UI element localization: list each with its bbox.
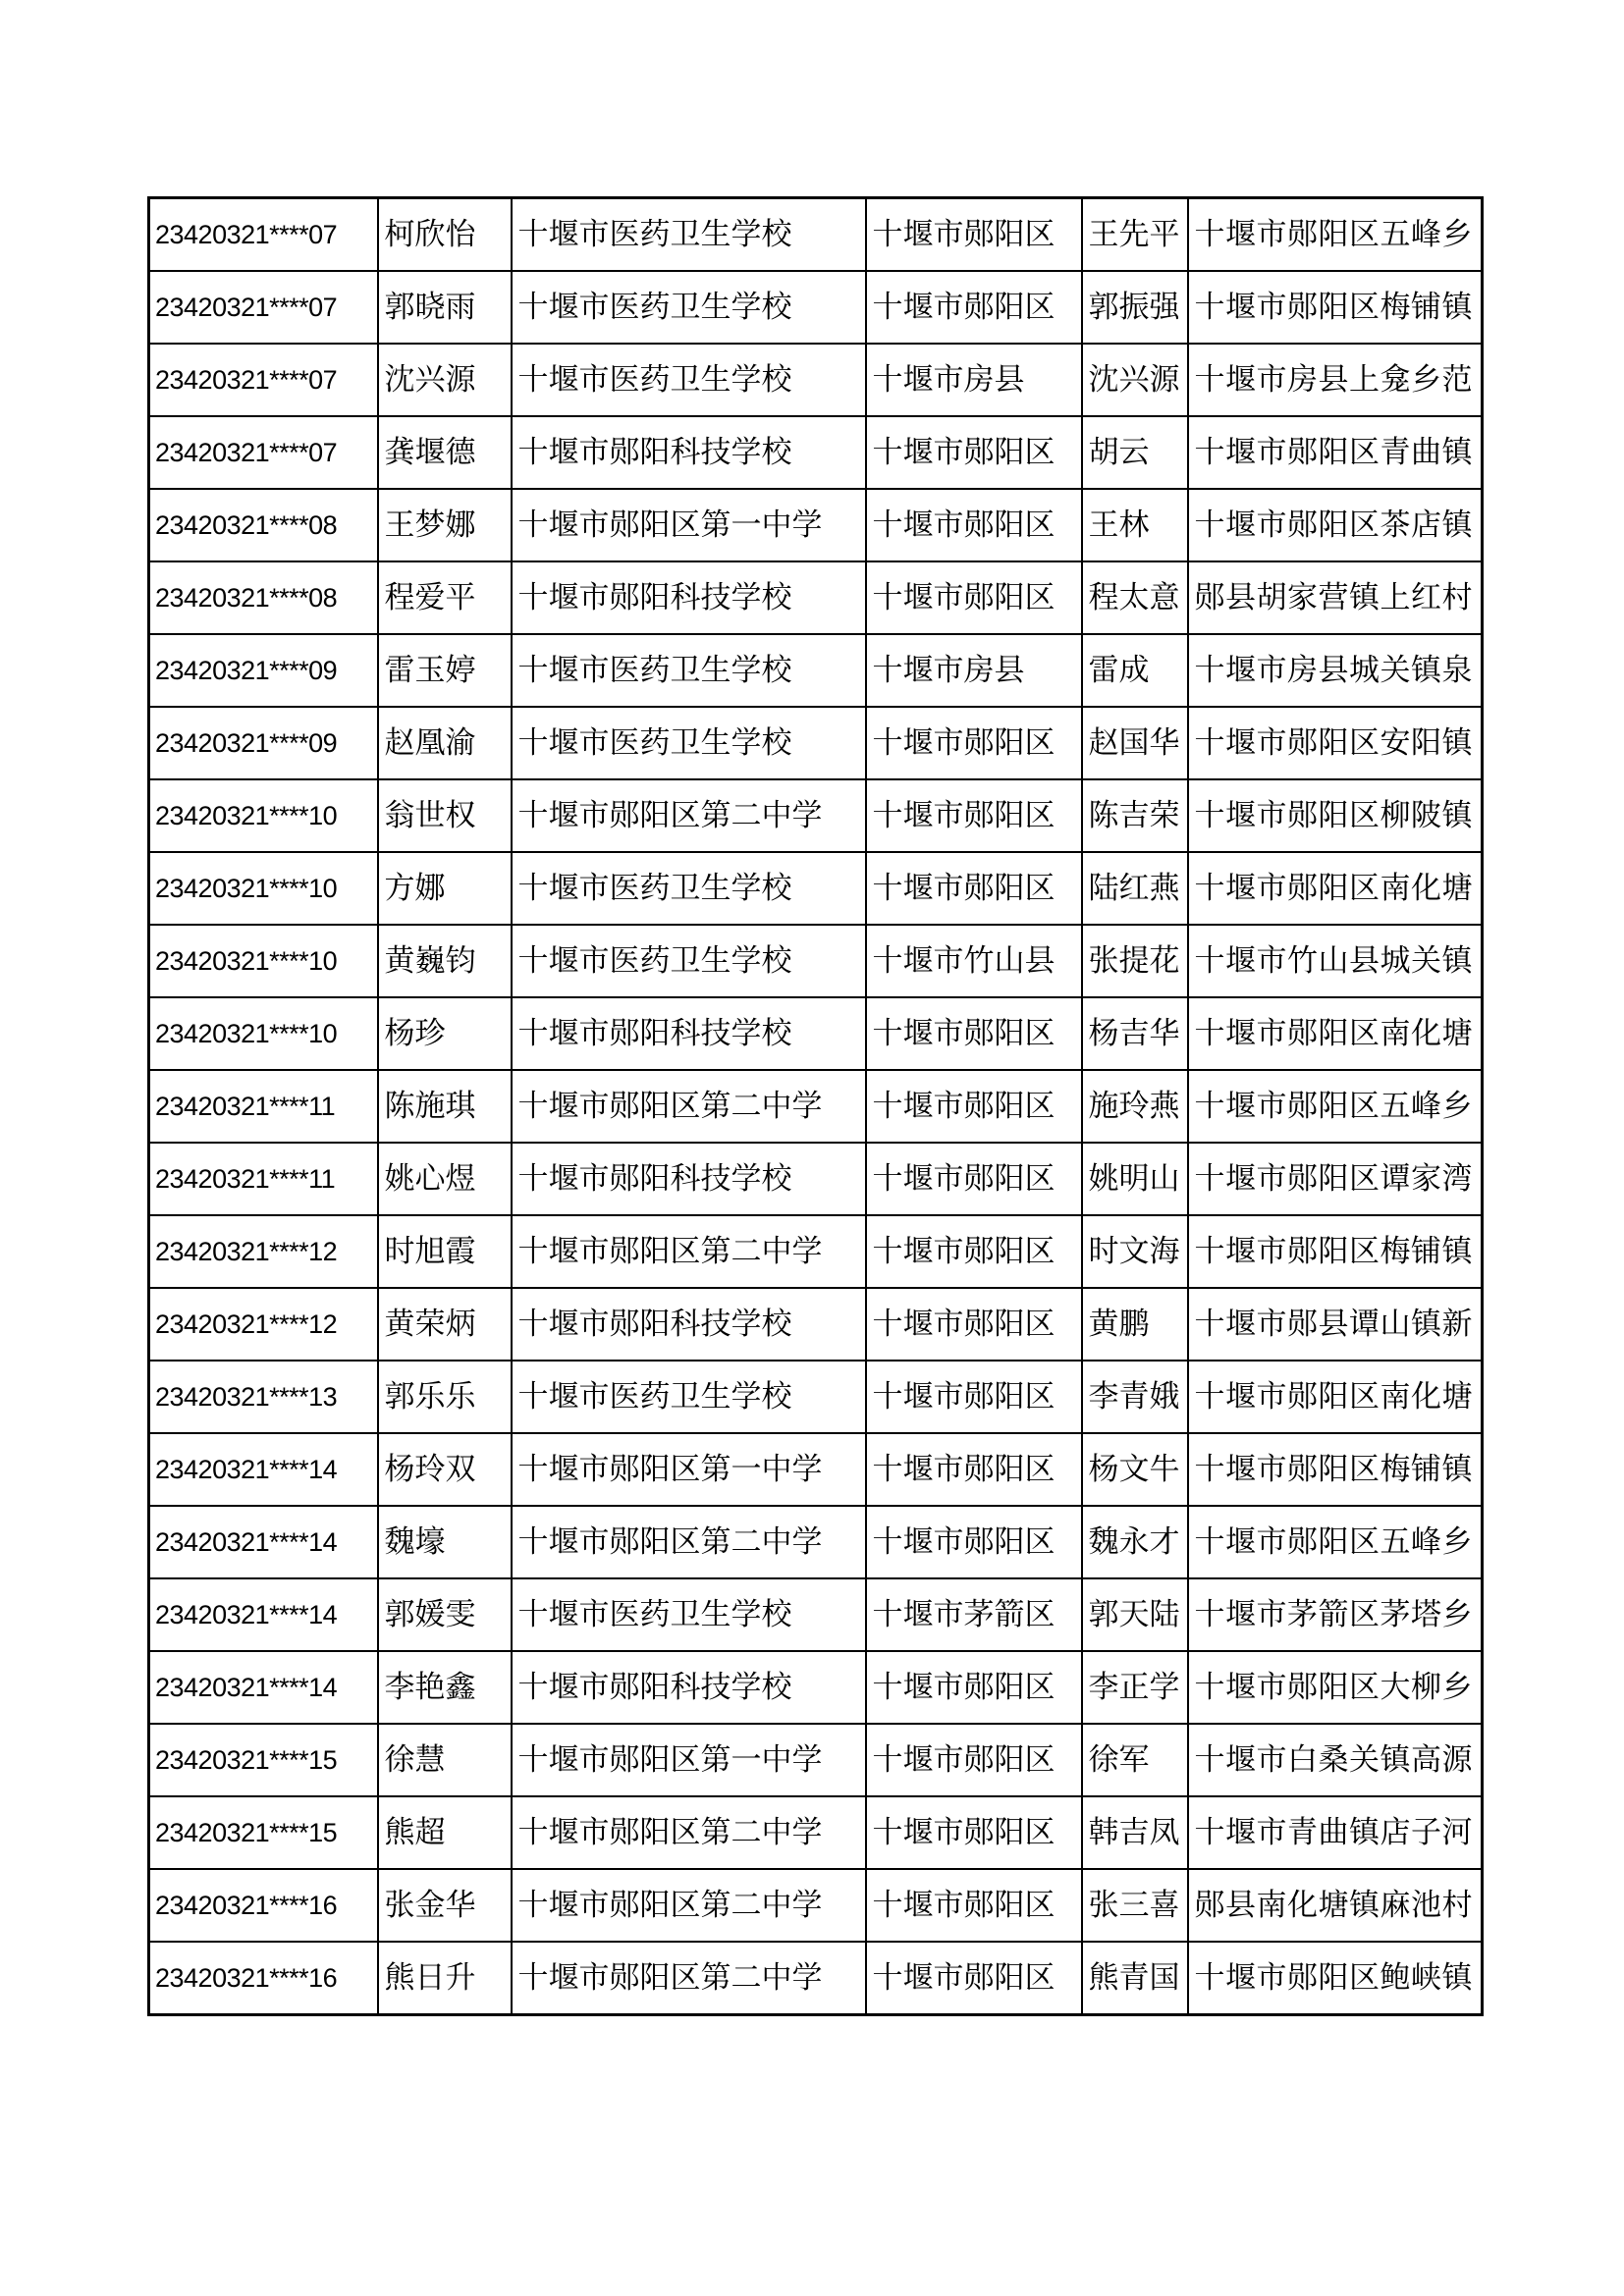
cell-region: 十堰市郧阳区 [866, 1433, 1082, 1506]
cell-student-name: 郭晓雨 [378, 271, 512, 344]
table-row [149, 707, 1483, 779]
cell-id: 23420321****11 [149, 1070, 378, 1143]
table-row [149, 561, 1483, 634]
table-row [149, 1288, 1483, 1361]
cell-school: 十堰市郧阳区第二中学 [512, 1869, 866, 1942]
table-row [149, 997, 1483, 1070]
table-body [149, 198, 1483, 2015]
cell-address: 十堰市茅箭区茅塔乡 [1188, 1578, 1483, 1651]
cell-region: 十堰市郧阳区 [866, 852, 1082, 925]
cell-id: 23420321****07 [149, 416, 378, 489]
table-row [149, 1361, 1483, 1433]
cell-school: 十堰市郧阳科技学校 [512, 997, 866, 1070]
cell-region: 十堰市房县 [866, 344, 1082, 416]
cell-id: 23420321****10 [149, 852, 378, 925]
cell-address: 十堰市郧阳区青曲镇 [1188, 416, 1483, 489]
cell-id: 23420321****14 [149, 1578, 378, 1651]
cell-id: 23420321****15 [149, 1796, 378, 1869]
cell-address: 十堰市郧阳区鲍峡镇 [1188, 1942, 1483, 2015]
cell-student-name: 郭乐乐 [378, 1361, 512, 1433]
table-row [149, 1506, 1483, 1578]
cell-school: 十堰市医药卫生学校 [512, 634, 866, 707]
cell-school: 十堰市郧阳区第二中学 [512, 1796, 866, 1869]
cell-student-name: 柯欣怡 [378, 198, 512, 272]
cell-school: 十堰市郧阳科技学校 [512, 1651, 866, 1724]
cell-guardian-name: 时文海 [1082, 1215, 1188, 1288]
cell-student-name: 时旭霞 [378, 1215, 512, 1288]
cell-guardian-name: 李正学 [1082, 1651, 1188, 1724]
cell-address: 十堰市房县城关镇泉 [1188, 634, 1483, 707]
cell-address: 十堰市郧阳区大柳乡 [1188, 1651, 1483, 1724]
cell-guardian-name: 王先平 [1082, 198, 1188, 272]
cell-guardian-name: 王林 [1082, 489, 1188, 561]
cell-school: 十堰市郧阳区第一中学 [512, 1724, 866, 1796]
cell-region: 十堰市郧阳区 [866, 1288, 1082, 1361]
cell-id: 23420321****10 [149, 997, 378, 1070]
table-row [149, 416, 1483, 489]
table-row [149, 634, 1483, 707]
cell-id: 23420321****08 [149, 489, 378, 561]
table-row [149, 1070, 1483, 1143]
cell-region: 十堰市郧阳区 [866, 1796, 1082, 1869]
cell-id: 23420321****16 [149, 1942, 378, 2015]
cell-school: 十堰市郧阳区第二中学 [512, 779, 866, 852]
cell-address: 十堰市白桑关镇高源 [1188, 1724, 1483, 1796]
cell-guardian-name: 郭振强 [1082, 271, 1188, 344]
cell-student-name: 黄荣炳 [378, 1288, 512, 1361]
cell-school: 十堰市郧阳科技学校 [512, 1143, 866, 1215]
cell-id: 23420321****14 [149, 1506, 378, 1578]
table-row [149, 1796, 1483, 1869]
cell-address: 郧县胡家营镇上红村 [1188, 561, 1483, 634]
cell-guardian-name: 韩吉凤 [1082, 1796, 1188, 1869]
cell-id: 23420321****16 [149, 1869, 378, 1942]
cell-student-name: 翁世权 [378, 779, 512, 852]
table-row [149, 1433, 1483, 1506]
cell-region: 十堰市郧阳区 [866, 1869, 1082, 1942]
cell-address: 十堰市房县上龛乡范 [1188, 344, 1483, 416]
table-row [149, 1651, 1483, 1724]
cell-region: 十堰市郧阳区 [866, 561, 1082, 634]
cell-address: 十堰市郧阳区南化塘 [1188, 997, 1483, 1070]
cell-school: 十堰市医药卫生学校 [512, 198, 866, 272]
table-row [149, 1724, 1483, 1796]
cell-region: 十堰市郧阳区 [866, 997, 1082, 1070]
cell-guardian-name: 张三喜 [1082, 1869, 1188, 1942]
cell-id: 23420321****08 [149, 561, 378, 634]
cell-address: 十堰市竹山县城关镇 [1188, 925, 1483, 997]
table-row [149, 1869, 1483, 1942]
table-row [149, 344, 1483, 416]
cell-student-name: 张金华 [378, 1869, 512, 1942]
record-table [147, 196, 1484, 2016]
cell-id: 23420321****07 [149, 271, 378, 344]
cell-address: 十堰市郧阳区五峰乡 [1188, 1506, 1483, 1578]
cell-region: 十堰市郧阳区 [866, 271, 1082, 344]
table-row [149, 489, 1483, 561]
cell-guardian-name: 沈兴源 [1082, 344, 1188, 416]
cell-student-name: 王梦娜 [378, 489, 512, 561]
cell-student-name: 陈施琪 [378, 1070, 512, 1143]
table-row [149, 1942, 1483, 2015]
cell-region: 十堰市郧阳区 [866, 489, 1082, 561]
cell-school: 十堰市郧阳区第二中学 [512, 1070, 866, 1143]
cell-school: 十堰市医药卫生学校 [512, 271, 866, 344]
cell-guardian-name: 李青娥 [1082, 1361, 1188, 1433]
cell-address: 十堰市郧阳区南化塘 [1188, 1361, 1483, 1433]
cell-region: 十堰市郧阳区 [866, 1942, 1082, 2015]
cell-address: 十堰市郧阳区梅铺镇 [1188, 271, 1483, 344]
cell-school: 十堰市医药卫生学校 [512, 344, 866, 416]
cell-student-name: 程爱平 [378, 561, 512, 634]
cell-school: 十堰市医药卫生学校 [512, 852, 866, 925]
table-row [149, 271, 1483, 344]
cell-region: 十堰市郧阳区 [866, 1724, 1082, 1796]
cell-guardian-name: 姚明山 [1082, 1143, 1188, 1215]
cell-id: 23420321****07 [149, 198, 378, 272]
cell-address: 十堰市郧阳区梅铺镇 [1188, 1433, 1483, 1506]
cell-school: 十堰市郧阳科技学校 [512, 1288, 866, 1361]
cell-school: 十堰市郧阳区第二中学 [512, 1942, 866, 2015]
cell-address: 十堰市青曲镇店子河 [1188, 1796, 1483, 1869]
table-row [149, 925, 1483, 997]
cell-student-name: 徐慧 [378, 1724, 512, 1796]
cell-student-name: 魏壕 [378, 1506, 512, 1578]
cell-region: 十堰市郧阳区 [866, 1215, 1082, 1288]
cell-id: 23420321****10 [149, 779, 378, 852]
cell-guardian-name: 程太意 [1082, 561, 1188, 634]
cell-guardian-name: 熊青国 [1082, 1942, 1188, 2015]
cell-id: 23420321****14 [149, 1433, 378, 1506]
cell-address: 郧县南化塘镇麻池村 [1188, 1869, 1483, 1942]
cell-student-name: 沈兴源 [378, 344, 512, 416]
cell-guardian-name: 郭天陆 [1082, 1578, 1188, 1651]
table-row [149, 779, 1483, 852]
cell-school: 十堰市郧阳科技学校 [512, 416, 866, 489]
cell-school: 十堰市医药卫生学校 [512, 1578, 866, 1651]
cell-region: 十堰市郧阳区 [866, 198, 1082, 272]
cell-student-name: 李艳鑫 [378, 1651, 512, 1724]
cell-id: 23420321****12 [149, 1288, 378, 1361]
cell-region: 十堰市郧阳区 [866, 779, 1082, 852]
cell-student-name: 郭媛雯 [378, 1578, 512, 1651]
cell-school: 十堰市郧阳区第一中学 [512, 489, 866, 561]
cell-school: 十堰市医药卫生学校 [512, 1361, 866, 1433]
cell-student-name: 杨珍 [378, 997, 512, 1070]
cell-region: 十堰市竹山县 [866, 925, 1082, 997]
cell-id: 23420321****07 [149, 344, 378, 416]
table-row [149, 1143, 1483, 1215]
cell-address: 十堰市郧阳区梅铺镇 [1188, 1215, 1483, 1288]
cell-region: 十堰市郧阳区 [866, 1070, 1082, 1143]
cell-id: 23420321****09 [149, 707, 378, 779]
cell-student-name: 熊超 [378, 1796, 512, 1869]
cell-region: 十堰市茅箭区 [866, 1578, 1082, 1651]
cell-guardian-name: 魏永才 [1082, 1506, 1188, 1578]
cell-id: 23420321****15 [149, 1724, 378, 1796]
cell-school: 十堰市医药卫生学校 [512, 925, 866, 997]
cell-school: 十堰市郧阳区第二中学 [512, 1215, 866, 1288]
cell-address: 十堰市郧阳区茶店镇 [1188, 489, 1483, 561]
cell-id: 23420321****14 [149, 1651, 378, 1724]
cell-guardian-name: 杨文牛 [1082, 1433, 1188, 1506]
cell-student-name: 赵凰渝 [378, 707, 512, 779]
cell-id: 23420321****10 [149, 925, 378, 997]
cell-address: 十堰市郧阳区谭家湾 [1188, 1143, 1483, 1215]
cell-guardian-name: 黄鹏 [1082, 1288, 1188, 1361]
cell-guardian-name: 施玲燕 [1082, 1070, 1188, 1143]
cell-student-name: 熊日升 [378, 1942, 512, 2015]
cell-region: 十堰市郧阳区 [866, 707, 1082, 779]
cell-school: 十堰市医药卫生学校 [512, 707, 866, 779]
cell-address: 十堰市郧阳区五峰乡 [1188, 1070, 1483, 1143]
cell-region: 十堰市郧阳区 [866, 1651, 1082, 1724]
cell-id: 23420321****12 [149, 1215, 378, 1288]
cell-id: 23420321****13 [149, 1361, 378, 1433]
table-row [149, 1578, 1483, 1651]
cell-region: 十堰市郧阳区 [866, 1143, 1082, 1215]
cell-region: 十堰市房县 [866, 634, 1082, 707]
table-row [149, 852, 1483, 925]
cell-guardian-name: 杨吉华 [1082, 997, 1188, 1070]
cell-address: 十堰市郧阳区南化塘 [1188, 852, 1483, 925]
cell-guardian-name: 陆红燕 [1082, 852, 1188, 925]
cell-guardian-name: 张提花 [1082, 925, 1188, 997]
table-row [149, 1215, 1483, 1288]
cell-student-name: 杨玲双 [378, 1433, 512, 1506]
cell-guardian-name: 雷成 [1082, 634, 1188, 707]
cell-guardian-name: 赵国华 [1082, 707, 1188, 779]
cell-region: 十堰市郧阳区 [866, 416, 1082, 489]
cell-student-name: 姚心煜 [378, 1143, 512, 1215]
cell-student-name: 方娜 [378, 852, 512, 925]
cell-student-name: 龚堰德 [378, 416, 512, 489]
cell-address: 十堰市郧阳区安阳镇 [1188, 707, 1483, 779]
cell-school: 十堰市郧阳区第二中学 [512, 1506, 866, 1578]
cell-id: 23420321****09 [149, 634, 378, 707]
table-row [149, 198, 1483, 272]
cell-address: 十堰市郧阳区柳陂镇 [1188, 779, 1483, 852]
cell-address: 十堰市郧阳区五峰乡 [1188, 198, 1483, 272]
cell-address: 十堰市郧县谭山镇新 [1188, 1288, 1483, 1361]
cell-region: 十堰市郧阳区 [866, 1506, 1082, 1578]
cell-guardian-name: 徐军 [1082, 1724, 1188, 1796]
cell-student-name: 雷玉婷 [378, 634, 512, 707]
cell-region: 十堰市郧阳区 [866, 1361, 1082, 1433]
cell-school: 十堰市郧阳区第一中学 [512, 1433, 866, 1506]
cell-guardian-name: 陈吉荣 [1082, 779, 1188, 852]
cell-student-name: 黄巍钧 [378, 925, 512, 997]
cell-id: 23420321****11 [149, 1143, 378, 1215]
cell-guardian-name: 胡云 [1082, 416, 1188, 489]
cell-school: 十堰市郧阳科技学校 [512, 561, 866, 634]
